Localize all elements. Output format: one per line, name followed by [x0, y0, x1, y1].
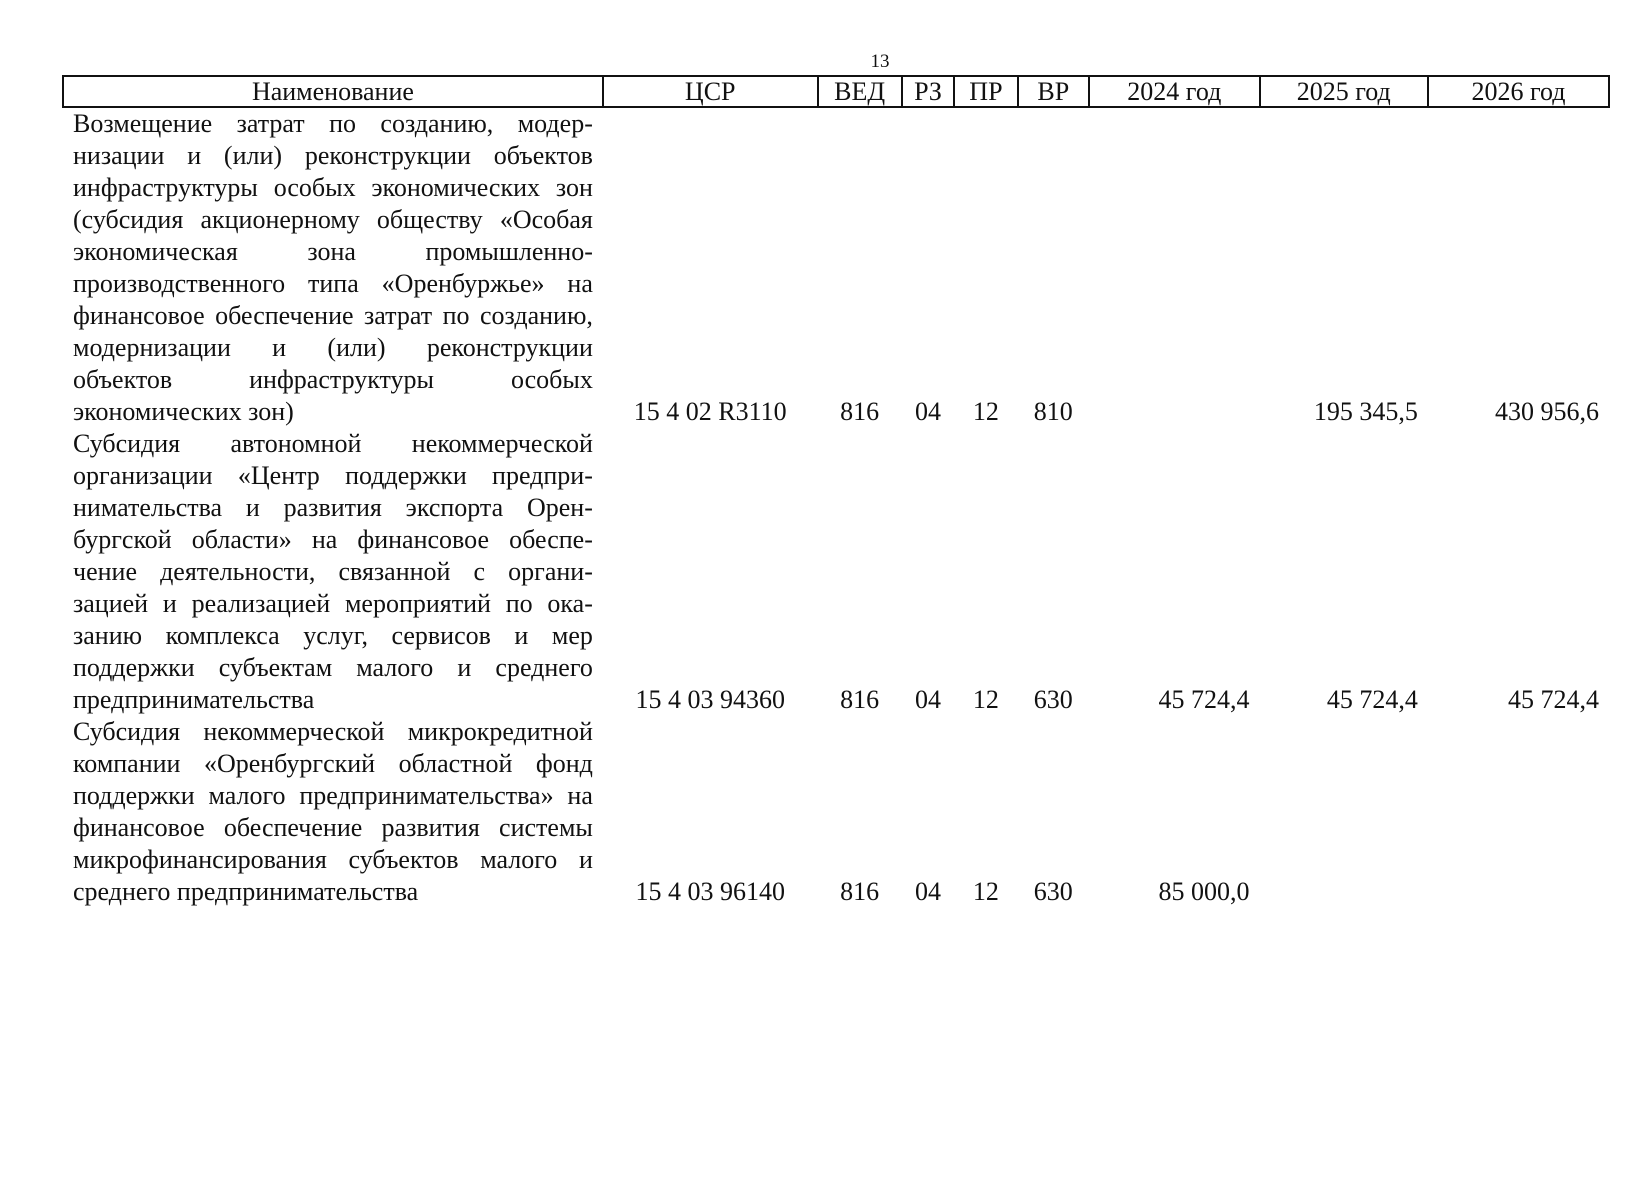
- page-number: 13: [870, 51, 890, 72]
- row-name: Возмещение затрат по созданию, модернизации и (или) реконструкции объектов инфраструктуры особых экономических зон (субсидия акционерному обществу «Особая экономическая зона промышленно-производственного типа «Оренбуржье» на финансовое обеспечение затрат по созданию, модернизации и (или) реконструкции объектов инфраструктуры особых экономических зон): [73, 109, 593, 426]
- header-name: Наименование: [63, 76, 603, 107]
- header-pr: ПР: [954, 76, 1017, 107]
- row-pr: 12: [972, 877, 999, 906]
- header-csr: ЦСР: [603, 76, 818, 107]
- header-vr: ВР: [1018, 76, 1090, 107]
- header-2026: 2026 год: [1428, 76, 1609, 107]
- row-2025: [1260, 716, 1428, 908]
- row-2024: [1089, 107, 1259, 428]
- row-2025: 45 724,4: [1326, 685, 1418, 714]
- row-2024: 45 724,4: [1158, 685, 1250, 714]
- table-header-row: [63, 76, 1609, 107]
- row-vr: 810: [1033, 397, 1073, 426]
- row-vr: 630: [1033, 685, 1073, 714]
- row-ved: 816: [840, 397, 880, 426]
- header-rz: РЗ: [902, 76, 955, 107]
- row-rz: 04: [915, 685, 942, 714]
- row-rz: 04: [915, 877, 942, 906]
- row-2026: 430 956,6: [1495, 397, 1599, 426]
- row-pr: 12: [972, 397, 999, 426]
- table-row: [63, 428, 1609, 716]
- row-2026: [1428, 716, 1609, 908]
- header-2025: 2025 год: [1260, 76, 1428, 107]
- row-ved: 816: [840, 685, 880, 714]
- header-ved: ВЕД: [818, 76, 902, 107]
- row-name: Субсидия некоммерческой микрокредитной компании «Оренбургский областной фонд поддержки малого предпринимательства» на финансовое обеспечение развития системы микрофинансирования субъектов малого и среднего предпринимательства: [73, 717, 593, 906]
- row-2025: 195 345,5: [1313, 397, 1418, 426]
- table-row: [63, 716, 1609, 908]
- header-2024: 2024 год: [1089, 76, 1259, 107]
- row-2024: 85 000,0: [1158, 877, 1250, 906]
- row-csr: 15 4 02 R3110: [633, 397, 787, 426]
- row-ved: 816: [840, 877, 880, 906]
- row-rz: 04: [915, 397, 942, 426]
- row-2026: 45 724,4: [1508, 685, 1599, 714]
- row-csr: 15 4 03 94360: [635, 685, 785, 714]
- row-vr: 630: [1033, 877, 1073, 906]
- row-csr: 15 4 03 96140: [635, 877, 785, 906]
- table-row: [63, 107, 1609, 428]
- row-name: Субсидия автономной некоммерческой организации «Центр поддержки предпринимательства и развития экспорта Оренбургской области» на финансовое обеспечение деятельности, связанной с организацией и реализацией мероприятий по оказанию комплекса услуг, сервисов и мер поддержки субъектам малого и среднего предпринимательства: [73, 429, 593, 714]
- budget-table: [62, 75, 1610, 908]
- row-pr: 12: [972, 685, 999, 714]
